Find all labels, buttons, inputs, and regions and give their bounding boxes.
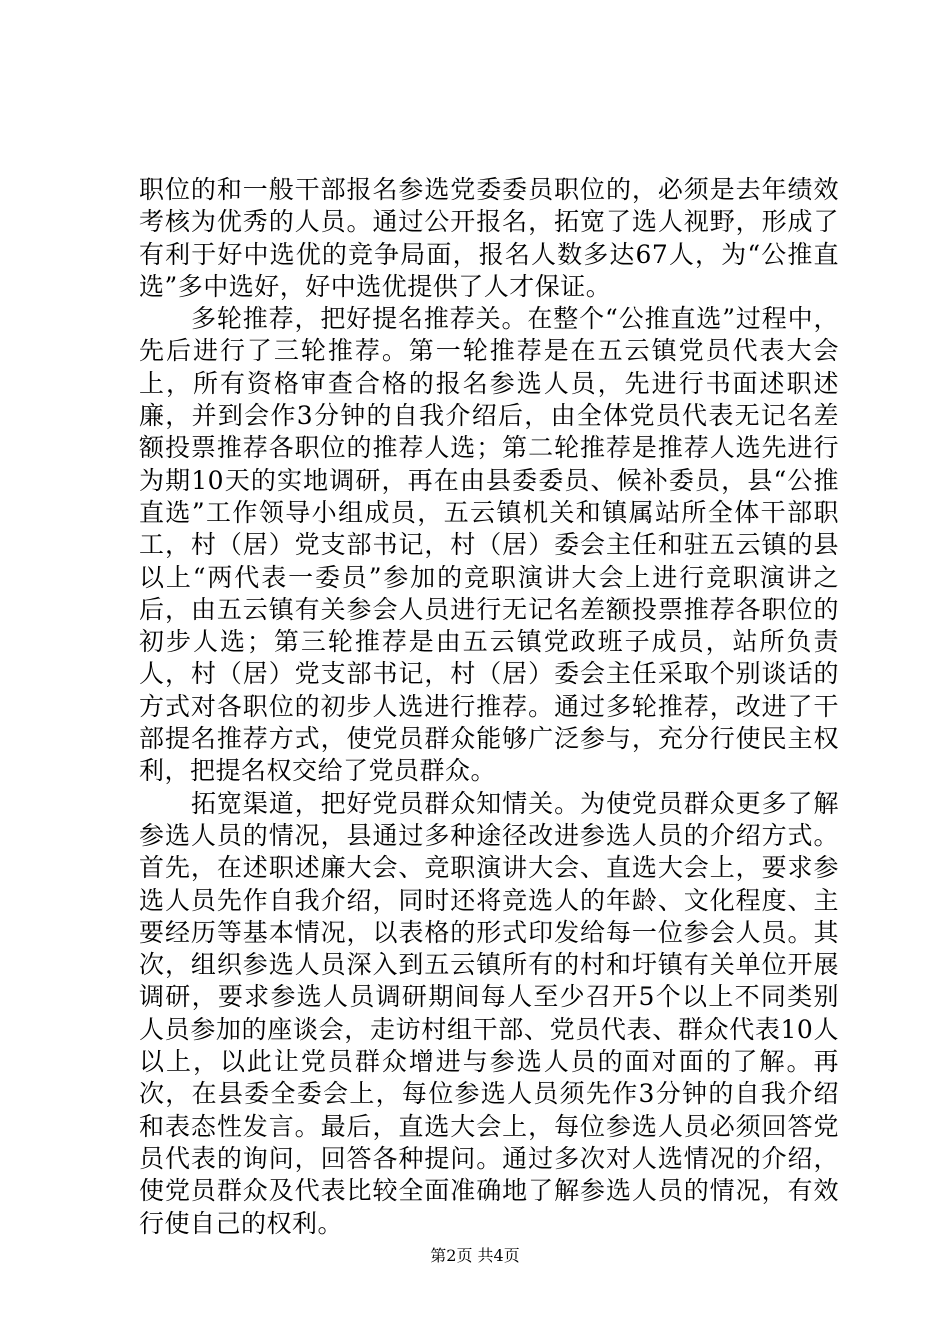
document-body	[139, 174, 839, 1240]
page-footer	[0, 1245, 950, 1267]
paragraph-multi-round-recommendation: 多轮推荐，把好提名推荐关。在整个“公推直选”过程中，先后进行了三轮推荐。第一轮推荐是在五云镇党员代表大会上，所有资格审查合格的报名参选人员，先进行书面述职述廉，并到会作3分钟的自我介绍后，由全体党员代表无记名差额投票推荐各职位的推荐人选；第二轮推荐是推荐人选先进行为期10天的实地调研，再在由县委委员、候补委员，县“公推直选”工作领导小组成员，五云镇机关和镇属站所全体干部职工，村（居）党支部书记，村（居）委会主任和驻五云镇的县以上“两代表一委员”参加的竞职演讲大会上进行竞职演讲之后，由五云镇有关参会人员进行无记名差额投票推荐各职位的初步人选；第三轮推荐是由五云镇党政班子成员，站所负责人，村（居）党支部书记，村（居）委会主任采取个别谈话的方式对各职位的初步人选进行推荐。通过多轮推荐，改进了干部提名推荐方式，使党员群众能够广泛参与，充分行使民主权利，把提名权交给了党员群众。	[139, 304, 839, 786]
page-number-label: 第2页 共4页	[430, 1246, 520, 1265]
paragraph-continuation: 职位的和一般干部报名参选党委委员职位的，必须是去年绩效考核为优秀的人员。通过公开报名，拓宽了选人视野，形成了有利于好中选优的竞争局面，报名人数多达67人，为“公推直选”多中选好，好中选优提供了人才保证。	[139, 175, 839, 301]
paragraph-broaden-channels: 拓宽渠道，把好党员群众知情关。为使党员群众更多了解参选人员的情况，县通过多种途径改进参选人员的介绍方式。首先，在述职述廉大会、竞职演讲大会、直选大会上，要求参选人员先作自我介绍，同时还将竞选人的年龄、文化程度、主要经历等基本情况，以表格的形式印发给每一位参会人员。其次，组织参选人员深入到五云镇所有的村和圩镇有关单位开展调研，要求参选人员调研期间每人至少召开5个以上不同类别人员参加的座谈会，走访村组干部、党员代表、群众代表10人以上，以此让党员群众增进与参选人员的面对面的了解。再次，在县委全委会上，每位参选人员须先作3分钟的自我介绍和表态性发言。最后，直选大会上，每位参选人员必须回答党员代表的询问，回答各种提问。通过多次对人选情况的介绍，使党员群众及代表比较全面准确地了解参选人员的情况，有效行使自己的权利。	[139, 788, 839, 1238]
